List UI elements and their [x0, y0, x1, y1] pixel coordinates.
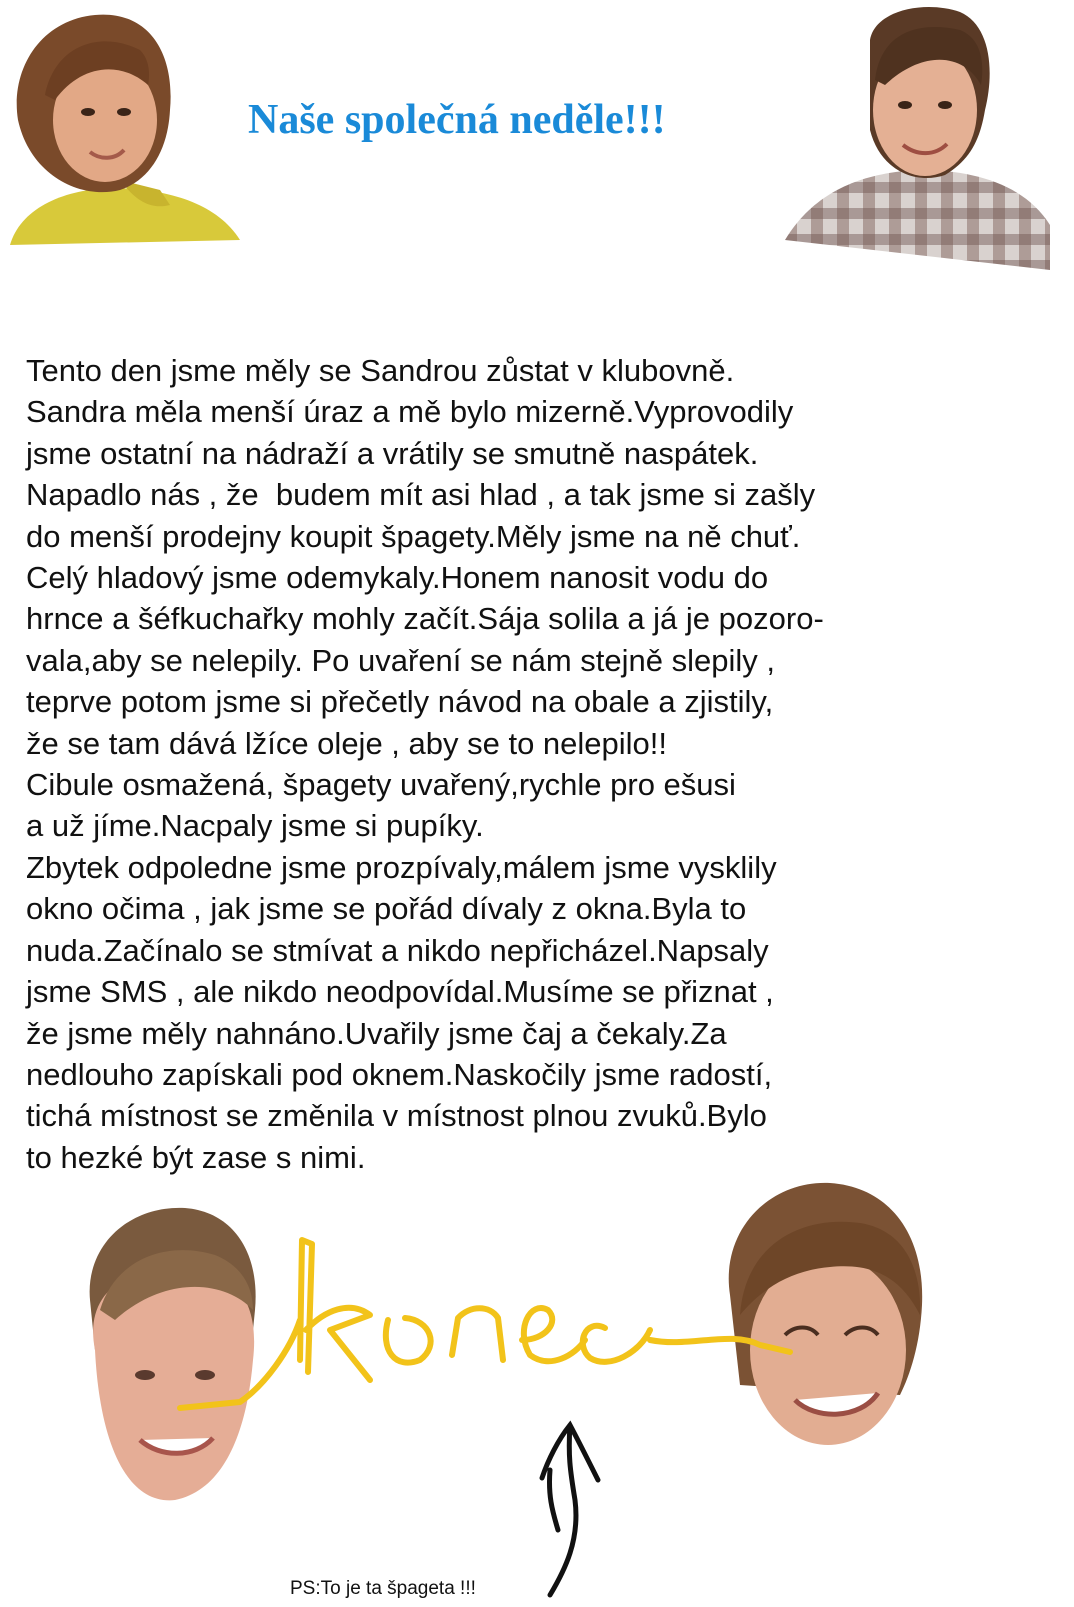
- story-line: Tento den jsme měly se Sandrou zůstat v klubovně.: [26, 353, 735, 388]
- story-line: jsme ostatní na nádraží a vrátily se smutně naspátek.: [26, 435, 759, 471]
- story-line: a už jíme.Nacpaly jsme si pupíky.: [26, 808, 484, 844]
- story-line: že se tam dává lžíce oleje , aby se to nelepilo!!: [26, 725, 668, 761]
- story-line: Zbytek odpoledne jsme prozpívaly,málem jsme vysklily: [26, 849, 777, 885]
- story-line: to hezké být zase s nimi.: [26, 1139, 366, 1175]
- story-line: Celý hladový jsme odemykaly.Honem nanosit vodu do: [26, 560, 769, 596]
- story-line: že jsme měly nahnáno.Uvařily jsme čaj a čekaly.Za: [26, 1015, 727, 1051]
- ps-note: PS:To je ta špageta !!!: [290, 1578, 476, 1599]
- story-line: do menší prodejny koupit špagety.Měly jsme na ně chuť.: [26, 518, 801, 554]
- story-line: nedlouho zapískali pod oknem.Naskočily jsme radostí,: [26, 1056, 773, 1092]
- story-line: okno očima , jak jsme se pořád dívaly z okna.Byla to: [26, 891, 747, 927]
- story-line: vala,aby se nelepily. Po uvaření se nám stejně slepily ,: [26, 642, 775, 678]
- arrow-to-spaghetti: [542, 1425, 598, 1595]
- story-line: Napadlo nás , že budem mít asi hlad , a tak jsme si zašly: [26, 477, 816, 513]
- story-line: jsme SMS , ale nikdo neodpovídal.Musíme se přiznat ,: [26, 974, 774, 1010]
- page-title: Naše společná neděle!!!: [248, 97, 666, 143]
- story-line: nuda.Začínalo se stmívat a nikdo nepřicházel.Napsaly: [26, 932, 769, 968]
- story-line: Cibule osmažená, špagety uvařený,rychle pro ešusi: [26, 767, 736, 803]
- story-line: teprve potom jsme si přečetly návod na obale a zjistily,: [26, 684, 774, 720]
- story-line: Sandra měla menší úraz a mě bylo mizerně.Vyprovodily: [26, 394, 794, 430]
- story-line: tichá místnost se změnila v místnost plnou zvuků.Bylo: [26, 1098, 767, 1134]
- konec-scribble: [180, 1240, 790, 1408]
- story-line: hrnce a šéfkuchařky mohly začít.Sája solila a já je pozoro-: [26, 601, 824, 637]
